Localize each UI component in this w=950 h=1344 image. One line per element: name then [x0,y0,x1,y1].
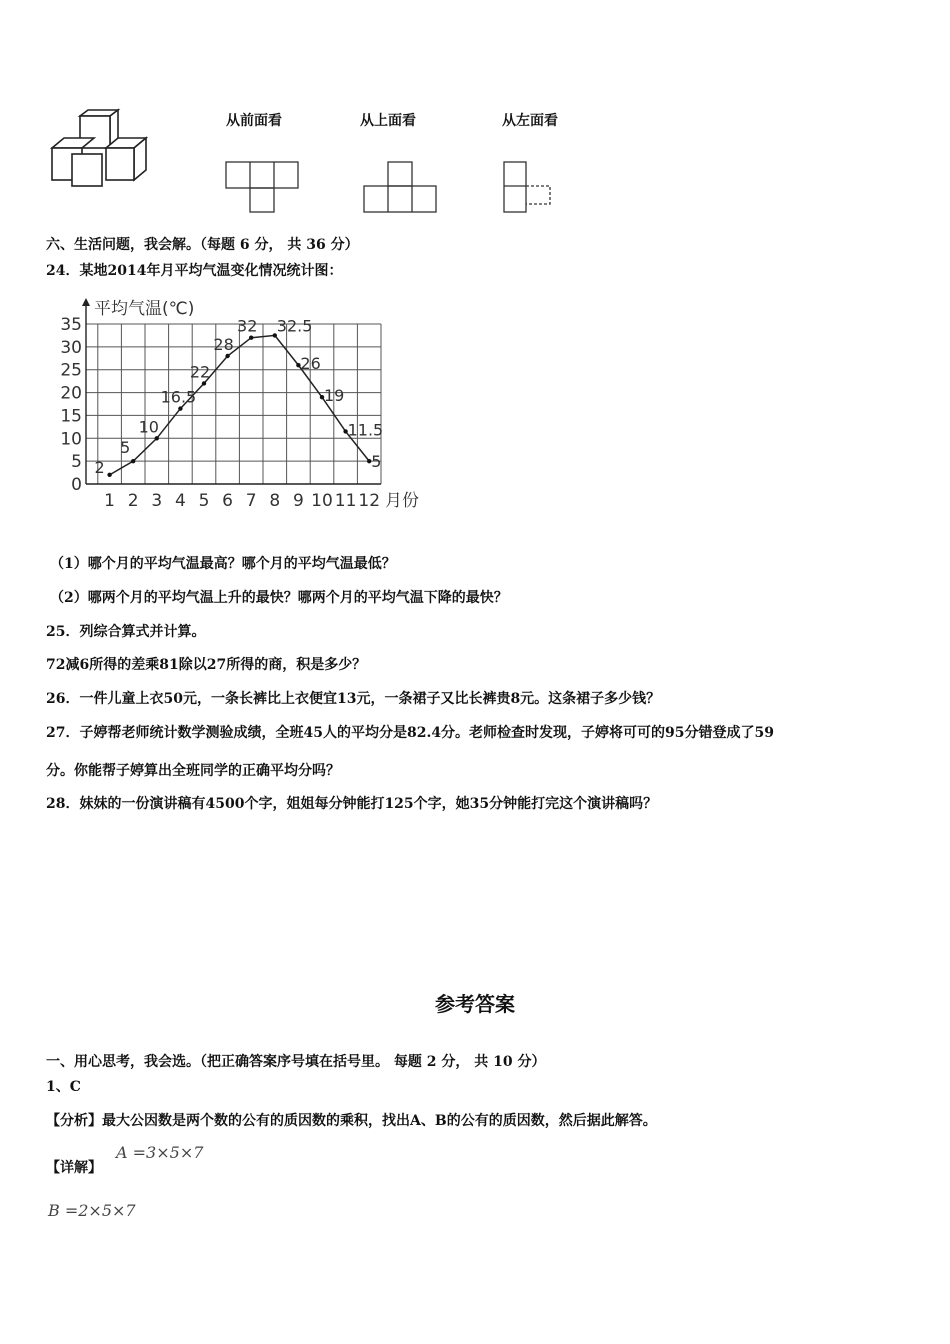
x-tick-label: 9 [292,491,304,511]
y-tick-label: 5 [71,452,82,473]
answer-1-analysis: 【分析】最大公因数是两个数的公有的质因数的乘积，找出A、B的公有的质因数，然后据此解答。 [46,1113,657,1129]
data-label: 16.5 [160,387,197,407]
data-label: 5 [371,452,382,472]
front-view-drawing [224,160,302,216]
question-24-sub-1: （1）哪个月的平均气温最高？哪个月的平均气温最低？ [50,556,396,572]
data-point [202,381,206,385]
data-label: 10 [138,417,159,437]
answer-1-detail-label: 【详解】 [46,1160,102,1176]
x-tick-label: 4 [174,491,186,511]
question-27-line-2: 分。你能帮子婷算出全班同学的正确平均分吗？ [46,763,340,779]
data-label: 32 [237,316,258,336]
question-24: 24．某地2014年月平均气温变化情况统计图： [46,263,343,279]
equation-a: A =3×5×7 [116,1143,204,1162]
data-point [155,436,159,440]
y-tick-label: 25 [60,360,82,381]
front-view-label: 从前面看 [226,113,282,129]
x-tick-label: 7 [245,491,257,511]
x-tick-label: 2 [127,491,139,511]
chart-x-axis-label: 月份 [385,491,419,511]
data-point [178,406,182,410]
cube-figure [50,108,160,188]
y-tick-label: 35 [60,315,82,335]
x-tick-label: 8 [269,491,281,511]
data-point [131,459,135,463]
data-label: 11.5 [347,420,384,440]
question-24-sub-2: （2）哪两个月的平均气温上升的最快？哪两个月的平均气温下降的最快？ [50,590,508,606]
x-tick-label: 5 [198,491,210,511]
question-25-detail: 72减6所得的差乘81除以27所得的商，积是多少？ [46,657,367,673]
y-tick-label: 30 [60,337,82,358]
y-tick-label: 15 [60,406,82,427]
data-label: 32.5 [276,316,313,336]
answer-1: 1、C [46,1079,81,1095]
y-tick-label: 10 [60,429,82,450]
question-25: 25．列综合算式并计算。 [46,624,206,640]
y-tick-label: 0 [71,475,82,495]
equation-b: B =2×5×7 [48,1201,136,1220]
data-label: 22 [189,362,211,382]
data-point [225,354,229,358]
y-tick-label: 20 [60,383,82,404]
x-tick-label: 6 [222,491,234,511]
top-view-drawing [362,160,440,216]
left-view-drawing [500,160,556,216]
top-view-label: 从上面看 [360,113,416,129]
data-point [249,336,253,340]
x-tick-label: 11 [334,491,357,511]
x-tick-label: 10 [311,491,333,511]
x-tick-label: 1 [104,491,116,511]
chart-title: 平均气温(℃) [94,299,195,319]
section-6-heading: 六、生活问题，我会解。（每题 6 分， 共 36 分） [46,237,359,253]
x-tick-label: 12 [358,491,381,511]
data-label: 5 [120,438,131,458]
question-26: 26．一件儿童上衣50元，一条长裤比上衣便宜13元，一条裙子又比长裤贵8元。这条裙子多少钱？ [46,691,661,707]
data-label: 26 [300,354,321,374]
question-27-line-1: 27．子婷帮老师统计数学测验成绩，全班45人的平均分是82.4分。老师检查时发现，子婷将可可的95分错登成了59 [46,725,775,741]
y-axis-arrow [82,298,90,306]
data-label: 28 [213,335,234,354]
data-label: 19 [324,386,345,406]
answers-section-1-heading: 一、用心思考，我会选。（把正确答案序号填在括号里。 每题 2 分， 共 10 分） [46,1054,546,1070]
temperature-line-chart [56,292,436,518]
data-point [107,473,111,477]
answers-title: 参考答案 [435,992,515,1016]
x-tick-label: 3 [151,491,163,511]
question-28: 28．妹妹的一份演讲稿有4500个字，姐姐每分钟能打125个字，她35分钟能打完这个演讲稿吗？ [46,796,658,812]
left-view-label: 从左面看 [502,113,558,129]
data-label: 2 [94,457,105,477]
